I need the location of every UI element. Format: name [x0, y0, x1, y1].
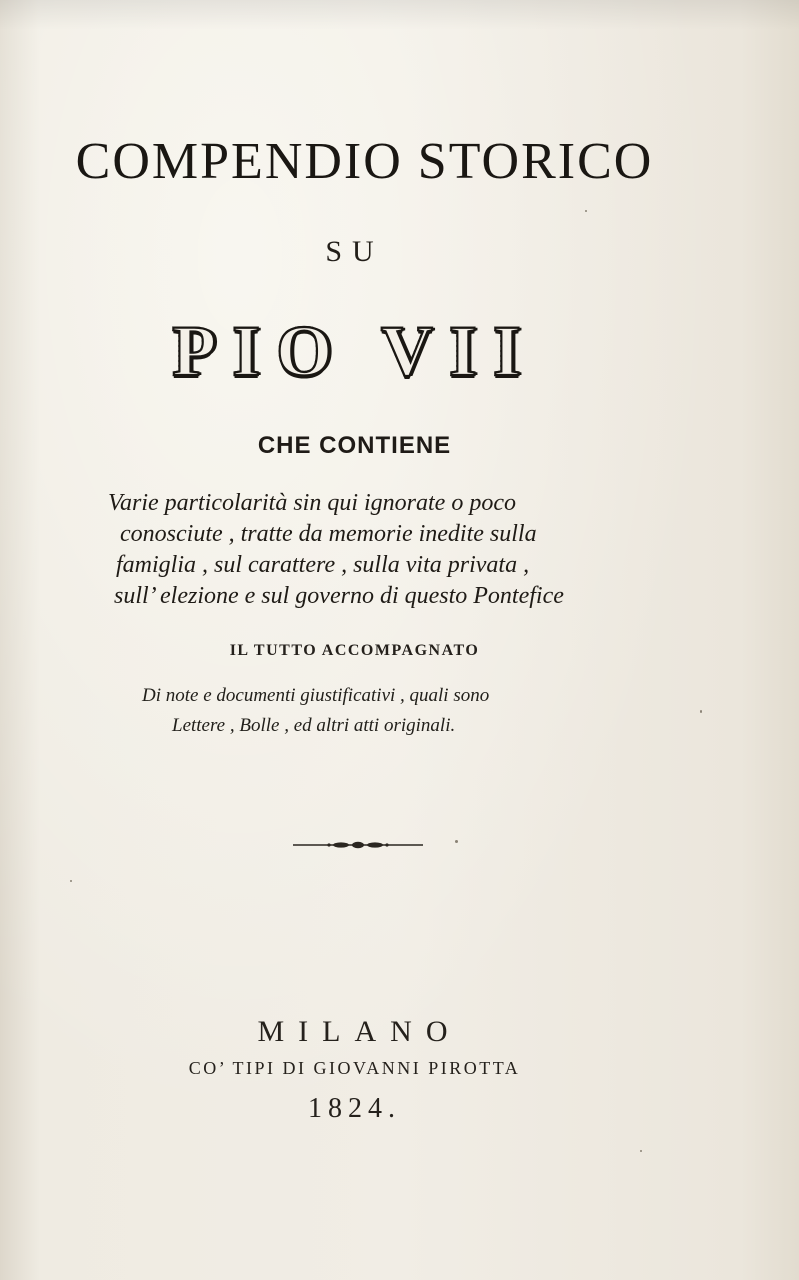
description-line: famiglia , sul carattere , sulla vita privata ,: [116, 552, 530, 578]
accompanied-heading: IL TUTTO ACCOMPAGNATO: [229, 642, 480, 659]
contains-heading: CHE CONTIENE: [257, 432, 452, 459]
imprint-printer: CO’ TIPI DI GIOVANNI PIROTTA: [188, 1058, 521, 1078]
imprint-city: MILANO: [257, 1015, 462, 1048]
paper-speck: [700, 710, 702, 713]
book-title: COMPENDIO STORICO: [75, 133, 654, 190]
paper-speck: [640, 1150, 642, 1152]
notes-line: Di note e documenti giustificativi , quali sono: [142, 685, 490, 706]
page-edge-shadow: [0, 0, 799, 30]
ornament-rule-icon: [293, 838, 423, 852]
paper-speck: [70, 880, 72, 882]
notes-block: [142, 681, 602, 741]
notes-line: Lettere , Bolle , ed altri atti originali.: [172, 715, 456, 736]
title-preposition: SU: [325, 235, 384, 268]
paper-speck: [455, 840, 458, 843]
description-line: conosciute , tratte da memorie inedite sulla: [120, 521, 537, 547]
description-block: [108, 488, 628, 612]
title-subject: PIO VII: [0, 310, 754, 393]
paper-speck: [585, 210, 587, 212]
description-line: sull’ elezione e sul governo di questo Pontefice: [114, 583, 564, 609]
description-line: Varie particolarità sin qui ignorate o poco: [108, 490, 516, 516]
imprint-year: 1824.: [308, 1093, 401, 1124]
